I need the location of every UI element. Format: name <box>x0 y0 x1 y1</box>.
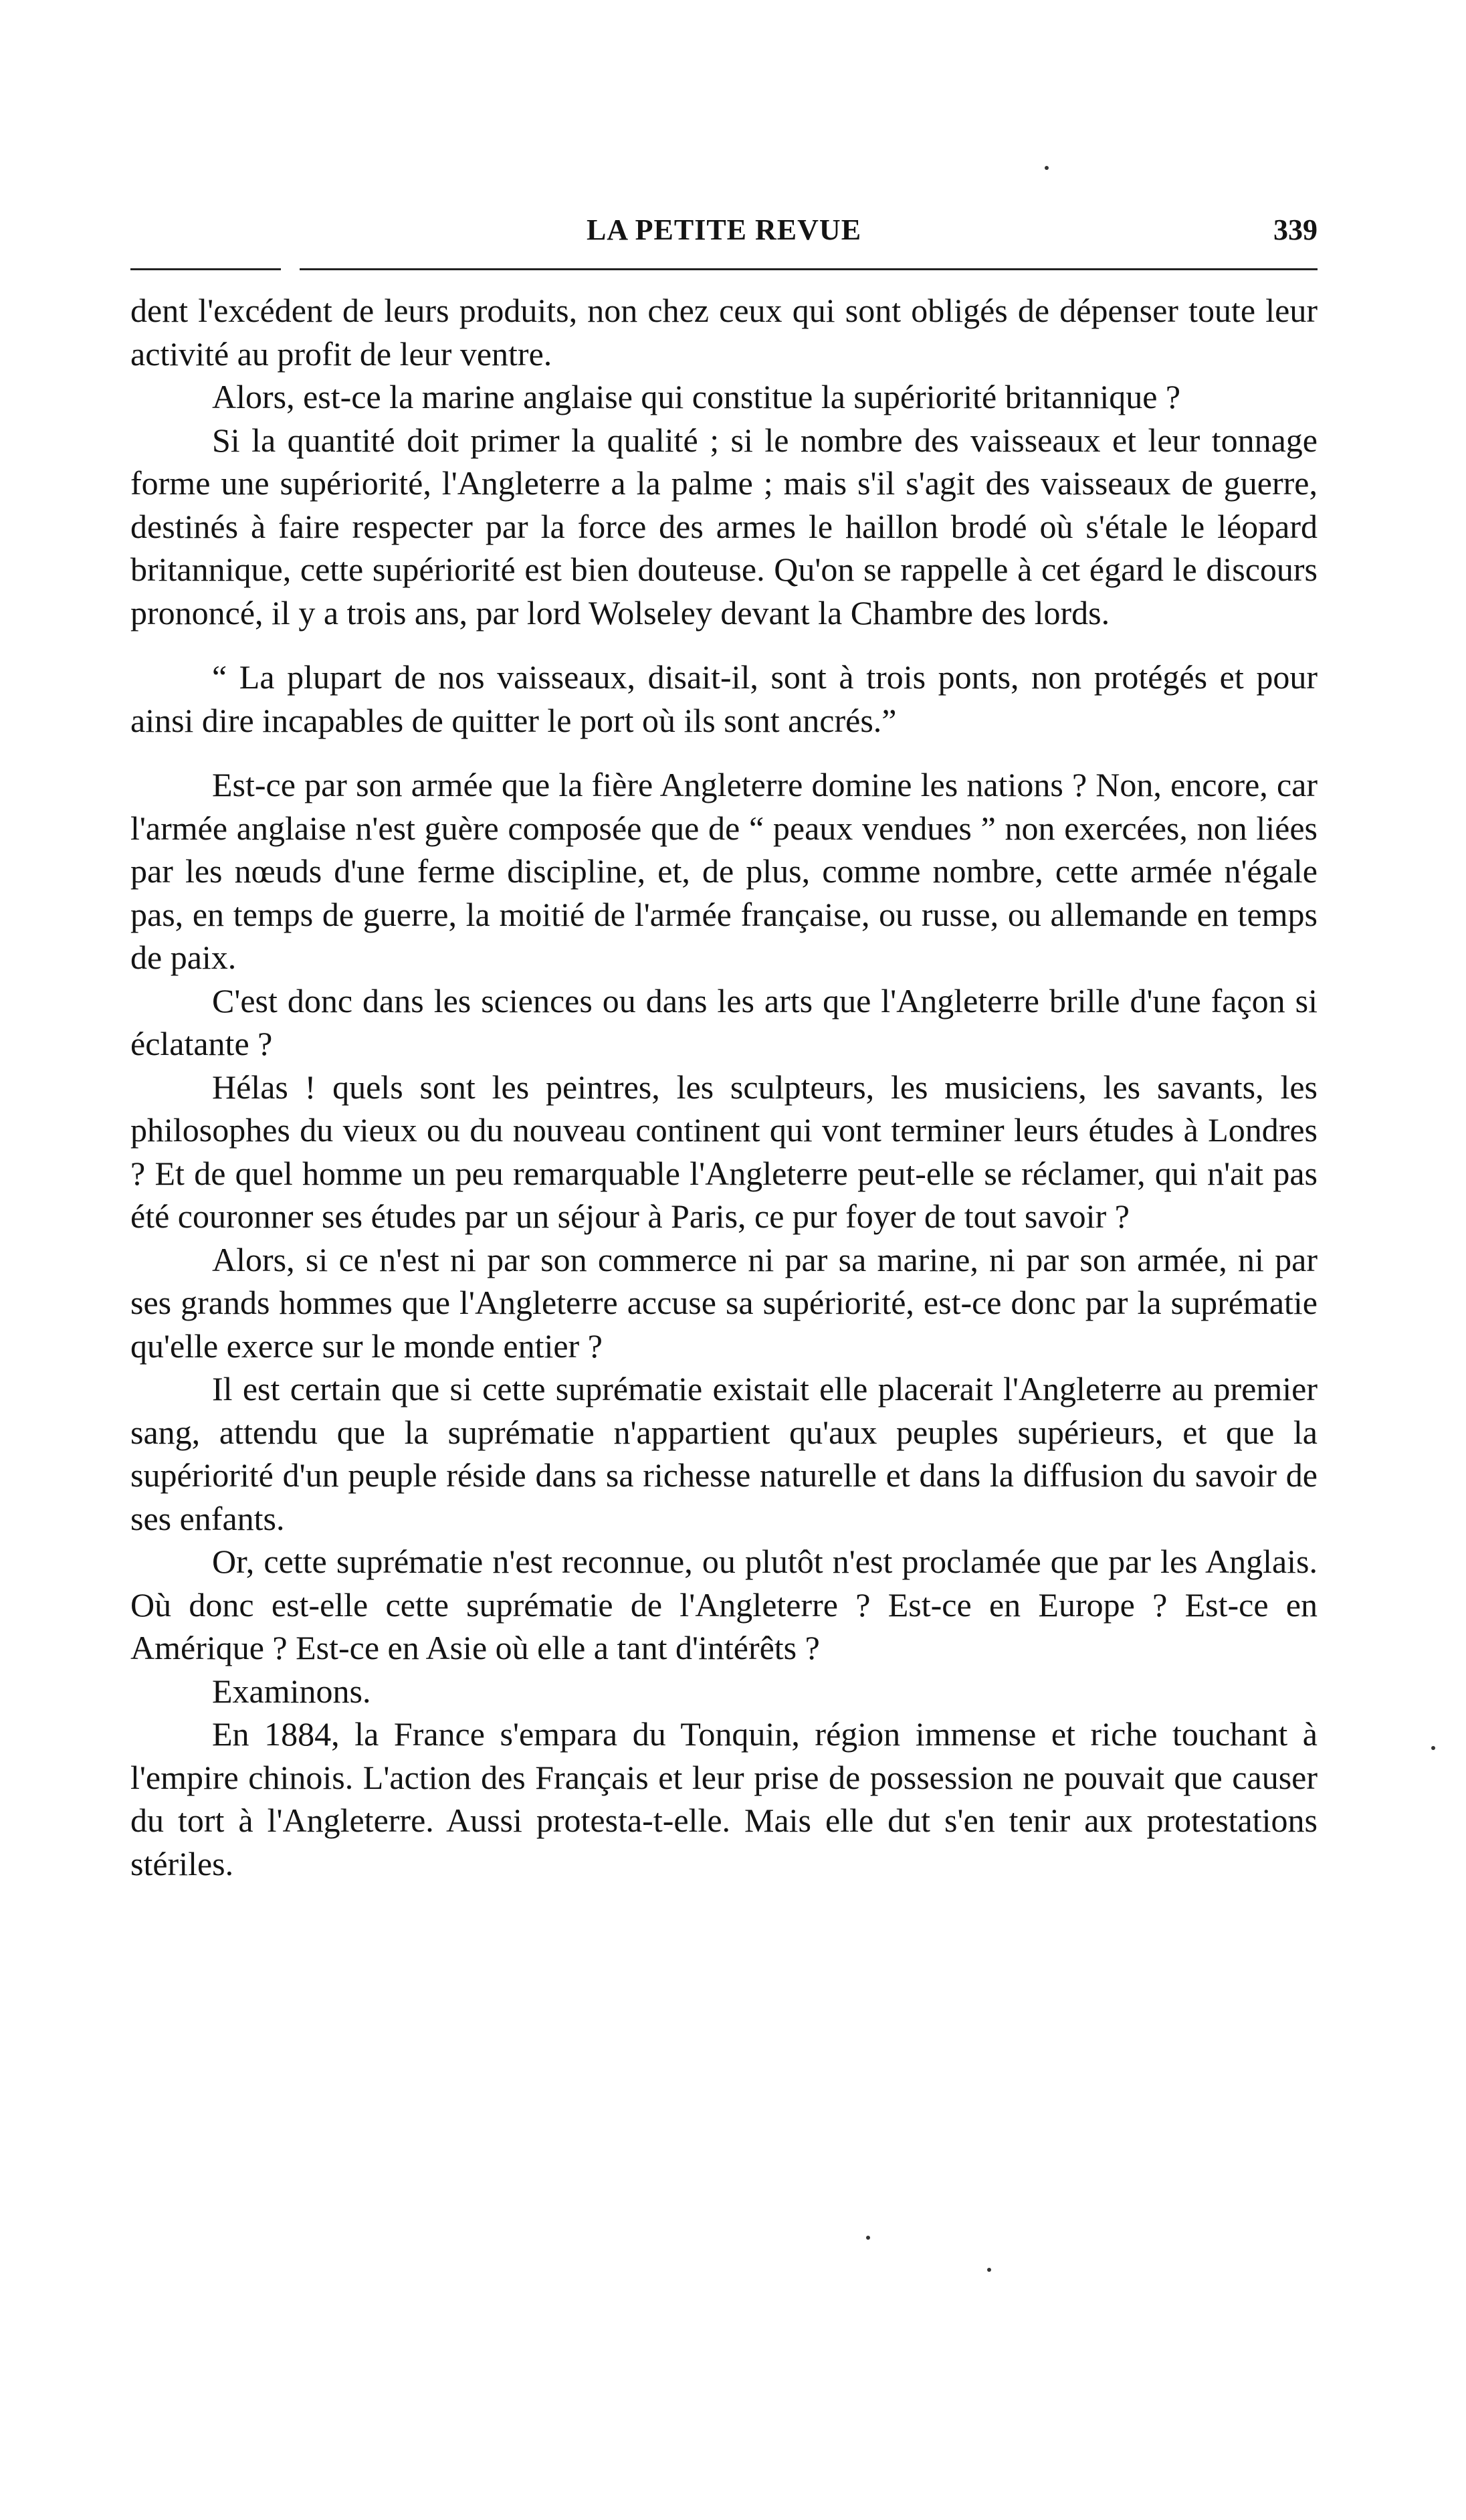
quotation-paragraph: “ La plupart de nos vaisseaux, disait-il, sont à trois ponts, non protégés et pour ainsi dire incapables de quitter le port où ils sont ancrés.” <box>130 658 1318 739</box>
page-number: 339 <box>1273 213 1318 246</box>
paragraph: Alors, est-ce la marine anglaise qui constitue la supériorité britannique ? <box>212 378 1181 415</box>
paragraph: Or, cette suprématie n'est reconnue, ou plutôt n'est proclamée que par les Anglais. Où donc est-elle cette suprématie de l'Angleterre ? Est-ce en Europe ? Est-ce en Amérique ? Est-ce en Asie où elle a tant d'intérêts ? <box>130 1543 1318 1666</box>
running-header <box>130 213 1318 253</box>
paragraph: Examinons. <box>212 1672 371 1710</box>
header-rule <box>130 268 1318 270</box>
running-title: LA PETITE REVUE <box>586 213 862 246</box>
paragraph: Si la quantité doit primer la qualité ; si le nombre des vaisseaux et leur tonnage forme une supériorité, l'Angleterre a la palme ; mais s'il s'agit des vaisseaux de guerre, destinés à faire respecter par la force des armes le haillon brodé où s'étale le léopard britannique, cette supériorité est bien douteuse. Qu'on se rappelle à cet égard le discours prononcé, il y a trois ans, par lord Wolseley devant la Chambre des lords. <box>130 421 1318 632</box>
paragraph: En 1884, la France s'empara du Tonquin, région immense et riche touchant à l'empire chinois. L'action des Français et leur prise de possession ne pouvait que causer du tort à l'Angleterre. Aussi protesta-t-elle. Mais elle dut s'en tenir aux protestations stériles. <box>130 1715 1318 1882</box>
paragraph: Est-ce par son armée que la fière Angleterre domine les nations ? Non, encore, car l'armée anglaise n'est guère composée que de “ peaux vendues ” non exercées, non liées par les nœuds d'une ferme discipline, et, de plus, comme nombre, cette armée n'égale pas, en temps de guerre, la moitié de l'armée française, ou russe, ou allemande en temps de paix. <box>130 766 1318 976</box>
article-body <box>130 289 1318 1885</box>
paragraph: C'est donc dans les sciences ou dans les arts que l'Angleterre brille d'une façon si éclatante ? <box>130 981 1318 1062</box>
header-rule-gap <box>281 266 300 272</box>
paragraph: Il est certain que si cette suprématie existait elle placerait l'Angleterre au premier sang, attendu que la suprématie n'appartient qu'aux peuples supérieurs, et que la supériorité d'un peuple réside dans sa richesse naturelle et dans la diffusion du savoir de ses enfants. <box>130 1370 1318 1537</box>
paragraph: dent l'excédent de leurs produits, non chez ceux qui sont obligés de dépenser toute leur activité au profit de leur ventre. <box>130 292 1318 373</box>
print-speck <box>866 2236 870 2240</box>
print-speck <box>1431 1746 1435 1750</box>
print-speck <box>987 2268 991 2272</box>
print-speck <box>1045 166 1049 170</box>
paragraph: Alors, si ce n'est ni par son commerce ni par sa marine, ni par son armée, ni par ses grands hommes que l'Angleterre accuse sa supériorité, est-ce donc par la suprématie qu'elle exerce sur le monde entier ? <box>130 1240 1318 1365</box>
paragraph: Hélas ! quels sont les peintres, les sculpteurs, les musiciens, les savants, les philosophes du vieux ou du nouveau continent qui vont terminer leurs études à Londres ? Et de quel homme un peu remarquable l'Angleterre peut-elle se réclamer, qui n'ait pas été couronner ses études par un séjour à Paris, ce pur foyer de tout savoir ? <box>130 1068 1318 1235</box>
